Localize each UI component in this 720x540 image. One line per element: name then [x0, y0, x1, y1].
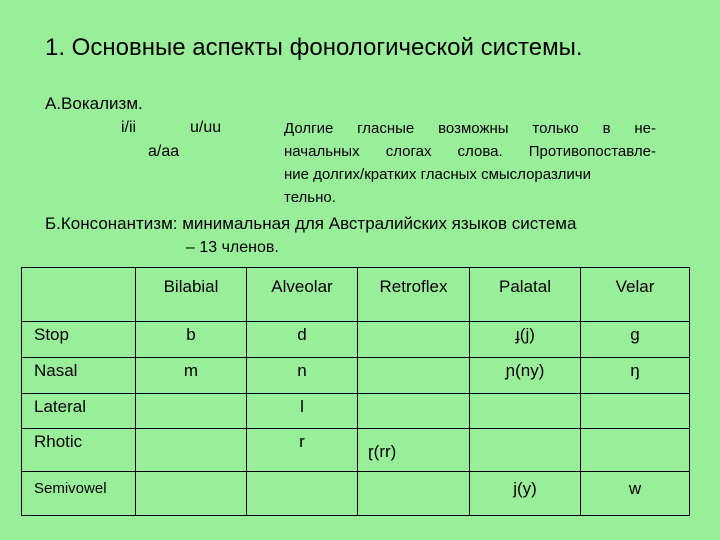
table-cell: b	[136, 322, 247, 358]
note-line: начальных слогах слова. Противопоставле-	[284, 143, 656, 160]
table-row	[22, 358, 690, 394]
table-cell: l	[247, 394, 358, 429]
vowel-length-note	[284, 117, 656, 209]
palatal-semivowel: j(y)	[513, 479, 537, 498]
page-title: 1. Основные аспекты фонологической системы.	[45, 34, 583, 61]
table-cell	[136, 472, 247, 516]
note-line: тельно.	[284, 189, 336, 206]
table-cell: ɟ(j)	[470, 322, 581, 358]
table-cell	[358, 358, 470, 394]
column-header-velar: Velar	[581, 268, 690, 322]
row-label-rhotic: Rhotic	[22, 429, 136, 472]
table-cell: n	[247, 358, 358, 394]
table-cell	[470, 429, 581, 472]
table-cell	[358, 472, 470, 516]
consonantism-heading: Б.Консонантизм: минимальная для Австралийских языков система	[45, 214, 577, 233]
consonantism-count: – 13 членов.	[186, 239, 279, 256]
column-header-palatal: Palatal	[470, 268, 581, 322]
consonant-table	[21, 267, 690, 516]
table-cell: d	[247, 322, 358, 358]
column-header-alveolar: Alveolar	[247, 268, 358, 322]
row-label-semivowel: Semivowel	[22, 472, 136, 516]
column-header-retroflex: Retroflex	[358, 268, 470, 322]
table-cell	[358, 394, 470, 429]
table-cell	[358, 429, 470, 472]
vowel-a: a/aa	[148, 143, 180, 160]
corner-cell	[22, 268, 136, 322]
table-cell	[470, 472, 581, 516]
table-cell: r	[247, 429, 358, 472]
row-label-nasal: Nasal	[22, 358, 136, 394]
table-cell	[581, 429, 690, 472]
row-label-lateral: Lateral	[22, 394, 136, 429]
note-line: Долгие гласные возможны только в не-	[284, 120, 656, 137]
note-line: ние долгих/кратких гласных смыслоразличи	[284, 166, 591, 183]
table-row	[22, 472, 690, 516]
table-cell	[247, 472, 358, 516]
retroflex-rhotic: ɽ(rr)	[368, 442, 397, 461]
table-row	[22, 429, 690, 472]
table-row	[22, 394, 690, 429]
table-cell	[358, 322, 470, 358]
velar-semivowel: w	[628, 479, 642, 498]
table-header-row	[22, 268, 690, 322]
column-header-bilabial: Bilabial	[136, 268, 247, 322]
vowel-i: i/ii	[121, 119, 137, 136]
table-row	[22, 322, 690, 358]
table-cell	[470, 394, 581, 429]
row-label-stop: Stop	[22, 322, 136, 358]
table-cell	[136, 394, 247, 429]
table-cell: g	[581, 322, 690, 358]
table-cell	[136, 429, 247, 472]
vowel-u: u/uu	[190, 119, 222, 136]
table-cell: ŋ	[581, 358, 690, 394]
table-cell	[581, 472, 690, 516]
table-cell	[581, 394, 690, 429]
vocalism-heading: А.Вокализм.	[45, 94, 143, 113]
table-cell: ɲ(ny)	[470, 358, 581, 394]
table-cell: m	[136, 358, 247, 394]
